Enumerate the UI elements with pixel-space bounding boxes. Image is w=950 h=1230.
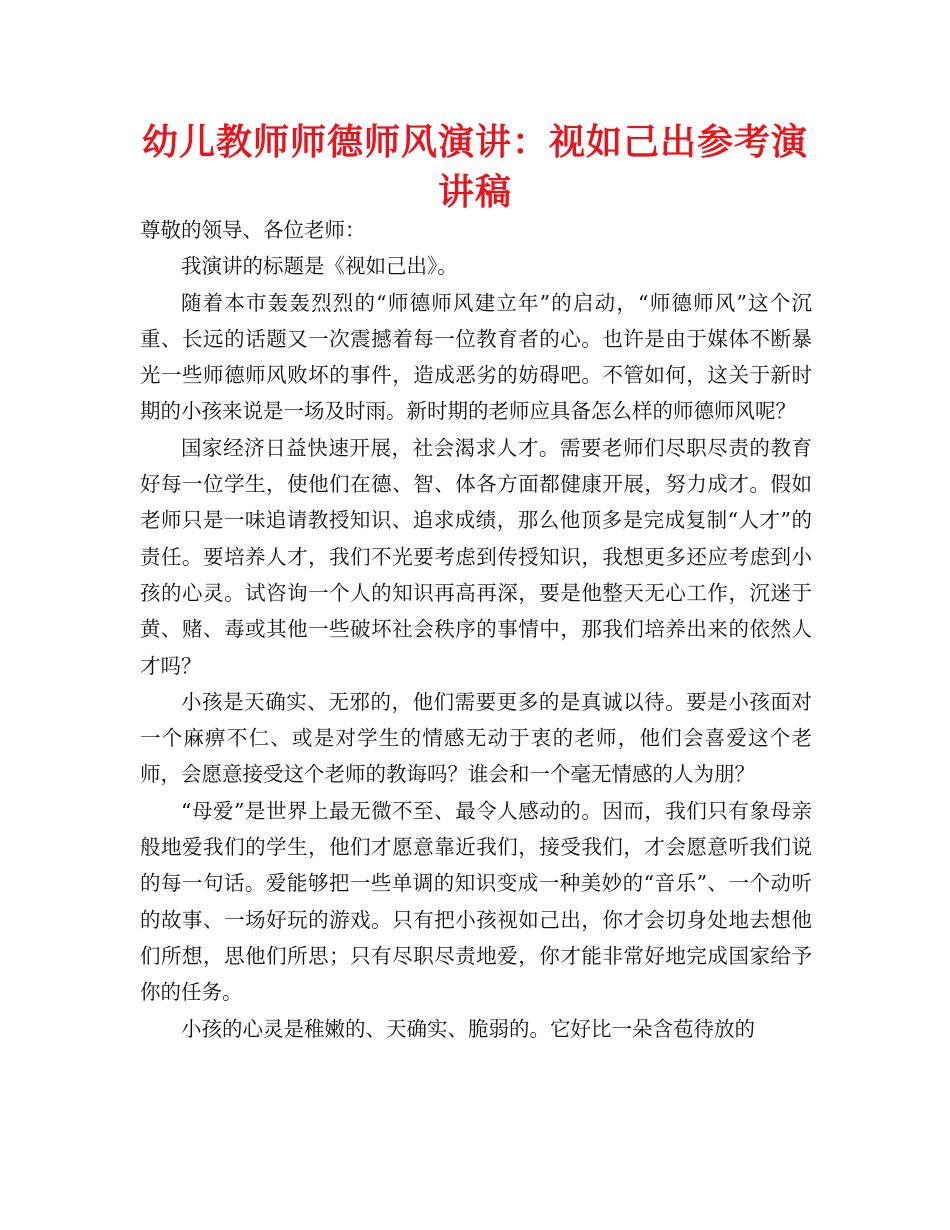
greeting-line: 尊敬的领导、各位老师：	[140, 218, 366, 242]
paragraph: “母爱”是世界上最无微不至、最令人感动的。因而，我们只有象母亲般地爱我们的学生，他们才愿意靠近我们，接受我们，才会愿意听我们说的每一句话。爱能够把一些单调的知识变成一种美妙的“音乐”、一个动听的故事、一场好玩的游戏。只有把小孩视如己出，你才会切身处地去想他们所想，思他们所思；只有尽职尽责地爱，你才能非常好地完成国家给予你的任务。	[140, 798, 812, 1005]
paragraph: 小孩的心灵是稚嫩的、天确实、脆弱的。它好比一朵含苞待放的	[181, 1016, 755, 1041]
paragraph: 小孩是天确实、无邪的，他们需要更多的是真诚以待。要是小孩面对一个麻痹不仁、或是对学生的情感无动于衷的老师，他们会喜爱这个老师，会愿意接受这个老师的教诲吗？谁会和一个毫无情感的人为朋？	[140, 689, 812, 787]
document-title: 幼儿教师师德师风演讲：视如己出参考演讲稿	[141, 122, 808, 213]
paragraph: 我演讲的标题是《视如己出》。	[181, 254, 458, 279]
document-body	[140, 212, 812, 1047]
paragraph: 国家经济日益快速开展，社会渴求人才。需要老师们尽职尽责的教育好每一位学生，使他们在德、智、体各方面都健康开展，努力成才。假如老师只是一味追请教授知识、追求成绩，那么他顶多是完成复制“人才”的责任。要培养人才，我们不光要考虑到传授知识，我想更多还应考虑到小孩的心灵。试咨询一个人的知识再高再深，要是他整天无心工作，沉迷于黄、赌、毒或其他一些破坏社会秩序的事情中，那我们培养出来的依然人才吗？	[140, 435, 812, 678]
paragraph: 随着本市轰轰烈烈的“师德师风建立年”的启动，“师德师风”这个沉重、长远的话题又一次震撼着每一位教育者的心。也许是由于媒体不断暴光一些师德师风败坏的事件，造成恶劣的妨碍吧。不管如何，这关于新时期的小孩来说是一场及时雨。新时期的老师应具备怎么样的师德师风呢？	[140, 290, 812, 424]
